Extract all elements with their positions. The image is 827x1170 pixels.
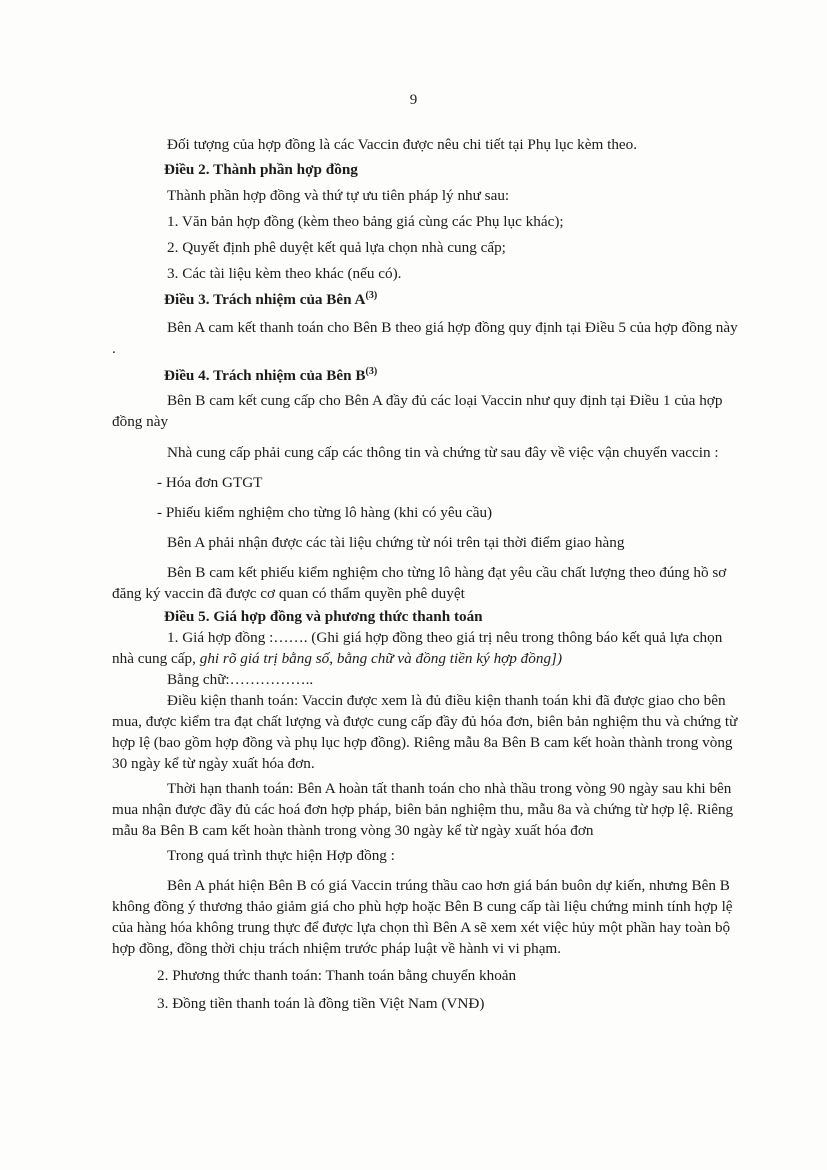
article-5-amount-in-words: Bằng chữ:…………….. bbox=[167, 671, 314, 688]
article-4-title: Điều 4. Trách nhiệm của Bên B bbox=[164, 367, 366, 384]
article-4-paragraph-3: Bên A phải nhận được các tài liệu chứng từ nói trên tại thời điểm giao hàng bbox=[167, 534, 625, 551]
article-2-item-2: 2. Quyết định phê duyệt kết quả lựa chọn nhà cung cấp; bbox=[167, 239, 506, 256]
article-4-paragraph-2: Nhà cung cấp phải cung cấp các thông tin và chứng từ sau đây về việc vận chuyển vaccin : bbox=[167, 444, 719, 461]
article-5-during-contract: Trong quá trình thực hiện Hợp đồng : bbox=[167, 847, 395, 864]
article-5-payment-term: Thời hạn thanh toán: Bên A hoàn tất thanh toán cho nhà thầu trong vòng 90 ngày sau khi bên mua nhận được đầy đủ các hoá đơn hợp pháp, biên bản nghiệm thu, mẫu 8a và chứng từ hợp lệ. Riêng mẫu 8a Bên B cam kết hoàn thành trong vòng 30 ngày kể từ ngày xuất hóa đơn bbox=[112, 780, 734, 839]
page-content bbox=[112, 134, 742, 1014]
article-3-title: Điều 3. Trách nhiệm của Bên A bbox=[164, 291, 366, 308]
article-3-heading bbox=[164, 289, 742, 310]
page-number: 9 bbox=[409, 92, 418, 108]
article-4-footnote-mark: (3) bbox=[365, 365, 378, 377]
article-4-bullet-1: - Hóa đơn GTGT bbox=[157, 474, 263, 491]
article-2-item-1: 1. Văn bản hợp đồng (kèm theo bảng giá cùng các Phụ lục khác); bbox=[167, 213, 564, 230]
article-4-bullet-2: - Phiếu kiểm nghiệm cho từng lô hàng (khi có yêu cầu) bbox=[157, 504, 493, 521]
article-2-intro: Thành phần hợp đồng và thứ tự ưu tiên pháp lý như sau: bbox=[167, 187, 510, 204]
article-5-currency: 3. Đồng tiền thanh toán là đồng tiền Việt Nam (VNĐ) bbox=[157, 995, 485, 1012]
article-4-heading bbox=[164, 365, 742, 386]
article-4-paragraph-1: Bên B cam kết cung cấp cho Bên A đầy đủ các loại Vaccin như quy định tại Điều 1 của hợp đồng này bbox=[112, 392, 723, 430]
article-2-item-3: 3. Các tài liệu kèm theo khác (nếu có). bbox=[167, 265, 402, 282]
article-5-payment-method: 2. Phương thức thanh toán: Thanh toán bằng chuyển khoản bbox=[157, 967, 517, 984]
article-3-body: Bên A cam kết thanh toán cho Bên B theo giá hợp đồng quy định tại Điều 5 của hợp đồng này . bbox=[112, 319, 738, 357]
article-5-contract-price bbox=[112, 627, 742, 669]
article-2-heading: Điều 2. Thành phần hợp đồng bbox=[164, 161, 358, 178]
article-3-footnote-mark: (3) bbox=[365, 289, 378, 301]
contract-price-note: ghi rõ giá trị bằng số, bằng chữ và đồng tiền ký hợp đồng]) bbox=[199, 650, 563, 667]
contract-price-text: 1. Giá hợp đồng :……. (Ghi giá hợp đồng theo giá trị nêu trong thông báo kết quả lựa chọn nhà cung cấp, bbox=[112, 629, 723, 667]
article-5-heading: Điều 5. Giá hợp đồng và phương thức thanh toán bbox=[164, 608, 483, 625]
subject-line: Đối tượng của hợp đồng là các Vaccin được nêu chi tiết tại Phụ lục kèm theo. bbox=[167, 136, 638, 153]
article-4-paragraph-4: Bên B cam kết phiếu kiểm nghiệm cho từng lô hàng đạt yêu cầu chất lượng theo đúng hồ sơ đăng ký vaccin đã được cơ quan có thẩm quyền phê duyệt bbox=[112, 564, 727, 602]
article-5-payment-conditions: Điều kiện thanh toán: Vaccin được xem là đủ điều kiện thanh toán khi đã được giao cho bên mua, được kiểm tra đạt chất lượng và được cung cấp đầy đủ hóa đơn, biên bản nghiệm thu và chứng từ hợp lệ (bao gồm hợp đồng và phụ lục hợp đồng). Riêng mẫu 8a Bên B cam kết hoàn thành trong vòng 30 ngày kể từ ngày xuất hóa đơn. bbox=[112, 692, 738, 772]
article-5-violation: Bên A phát hiện Bên B có giá Vaccin trúng thầu cao hơn giá bán buôn dự kiến, nhưng Bên B không đồng ý thương thảo giảm giá cho phù hợp hoặc Bên B cung cấp tài liệu chứng minh tính hợp lệ của hàng hóa không trung thực để được lựa chọn thì Bên A sẽ xem xét việc hủy một phần hay toàn bộ hợp đồng, đồng thời chịu trách nhiệm trước pháp luật về hành vi vi phạm. bbox=[112, 877, 733, 957]
